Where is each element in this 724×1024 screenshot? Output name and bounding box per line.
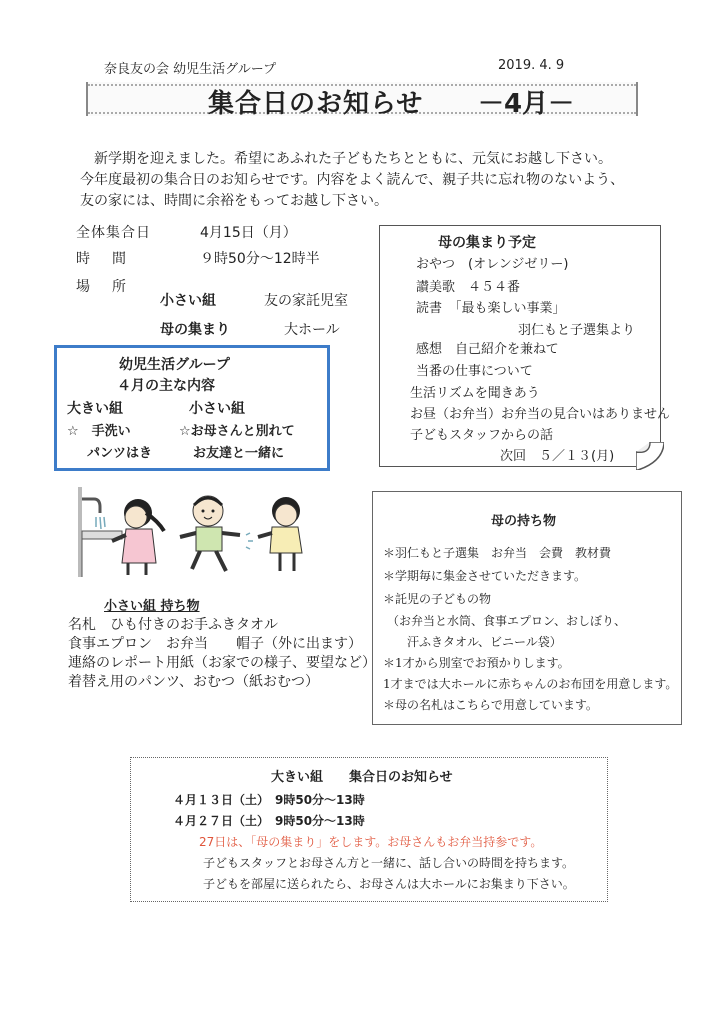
issue-date: 2019. 4. 9: [498, 58, 565, 73]
small-group-label: 小さい組: [189, 401, 245, 417]
mother-meeting-item: 生活リズムを聞きあう: [410, 386, 540, 401]
big-group-red-note: 27日は、「母の集まり」をします。お母さんもお弁当持参です。: [199, 835, 543, 849]
intro-line-1: 新学期を迎えました。希望にあふれた子どもたちとともに、元気にお越し下さい。: [94, 151, 612, 167]
place-mother-value: 大ホール: [284, 322, 340, 338]
mother-meeting-item: 子どもスタッフからの話: [410, 428, 554, 443]
group-box-title: 幼児生活グループ: [119, 357, 230, 373]
time-value: ９時50分〜12時半: [200, 251, 320, 267]
belongings-line: ＊託児の子どもの物: [383, 592, 492, 606]
big-group-item: ☆ 手洗い: [67, 424, 131, 439]
place-label: 場 所: [76, 279, 130, 295]
mother-meeting-item: 讃美歌 ４５４番: [416, 280, 521, 295]
intro-line-3: 友の家には、時間に余裕をもってお越し下さい。: [80, 193, 388, 209]
mother-meeting-box: [379, 225, 671, 467]
belongings-line: ＊羽仁もと子選集 お弁当 会費 教材費: [383, 546, 612, 560]
small-items-line: 着替え用のパンツ、おむつ（紙おむつ）: [68, 674, 320, 690]
time-label: 時 間: [76, 251, 130, 267]
children-washing-hands-illustration: [76, 487, 316, 579]
belongings-title: 母の持ち物: [491, 514, 557, 529]
group-box-subtitle: ４月の主な内容: [117, 378, 215, 394]
small-items-title: 小さい組 持ち物: [104, 599, 200, 614]
title-banner: [86, 82, 638, 119]
page-title-month: －4月－: [478, 89, 575, 119]
page-title: 集合日のお知らせ: [208, 89, 424, 119]
belongings-line: ＊母の名札はこちらで用意しています。: [383, 698, 598, 712]
big-group-note: 子どもを部屋に送られたら、お母さんは大ホールにお集まり下さい。: [203, 877, 575, 891]
big-group-title: 大きい組 集合日のお知らせ: [271, 770, 453, 785]
big-group-date: ４月２７日（土） 9時50分〜13時: [173, 814, 365, 828]
mother-meeting-item: おやつ (オレンジゼリー): [416, 257, 569, 272]
group-content-box: [54, 345, 330, 471]
mother-meeting-item: 当番の仕事について: [416, 364, 533, 379]
place-small-label: 小さい組: [160, 293, 216, 309]
mother-meeting-item: 感想 自己紹介を兼ねて: [416, 342, 559, 357]
org-name: 奈良友の会 幼児生活グループ: [104, 62, 277, 77]
mother-meeting-item: 羽仁もと子選集より: [518, 323, 636, 338]
mother-meeting-title: 母の集まり予定: [438, 235, 536, 251]
big-group-note: 子どもスタッフとお母さん方と一緒に、話し合いの時間を持ちます。: [203, 856, 575, 870]
small-items-line: 名札 ひも付きのお手ふきタオル: [68, 617, 278, 633]
belongings-line: ＊学期毎に集金させていただきます。: [383, 569, 587, 583]
mother-meeting-item: 読書 「最も楽しい事業」: [416, 301, 566, 316]
big-group-item: パンツはき: [87, 446, 153, 461]
next-meeting: 次回 ５／１３(月): [500, 449, 615, 464]
mother-belongings-box: [372, 491, 682, 725]
big-group-label: 大きい組: [67, 401, 123, 417]
place-mother-label: 母の集まり: [160, 322, 230, 338]
mother-meeting-item: お昼（お弁当）お弁当の見合いはありません: [410, 407, 671, 422]
date-label: 全体集合日: [76, 225, 151, 241]
belongings-line: 1才までは大ホールに赤ちゃんのお布団を用意します。: [383, 677, 678, 691]
big-group-notice-box: [130, 757, 608, 902]
small-items-line: 食事エプロン お弁当 帽子（外に出ます）: [68, 636, 362, 652]
belongings-line: 汗ふきタオル、ビニール袋）: [407, 635, 562, 649]
small-group-item: ☆お母さんと別れて: [179, 424, 295, 439]
small-items-line: 連絡のレポート用紙（お家での様子、要望など）: [68, 655, 376, 671]
belongings-line: （お弁当と水筒、食事エプロン、おしぼり、: [387, 614, 627, 628]
big-group-date: ４月１３日（土） 9時50分〜13時: [173, 793, 365, 807]
intro-line-2: 今年度最初の集合日のお知らせです。内容をよく読んで、親子共に忘れ物のないよう、: [80, 172, 625, 188]
date-value: 4月15日（月）: [200, 225, 297, 241]
small-group-item: お友達と一緒に: [193, 446, 285, 461]
page-curl-icon: [636, 442, 662, 468]
place-small-value: 友の家託児室: [264, 293, 348, 309]
belongings-line: ＊1才から別室でお預かりします。: [383, 656, 570, 670]
